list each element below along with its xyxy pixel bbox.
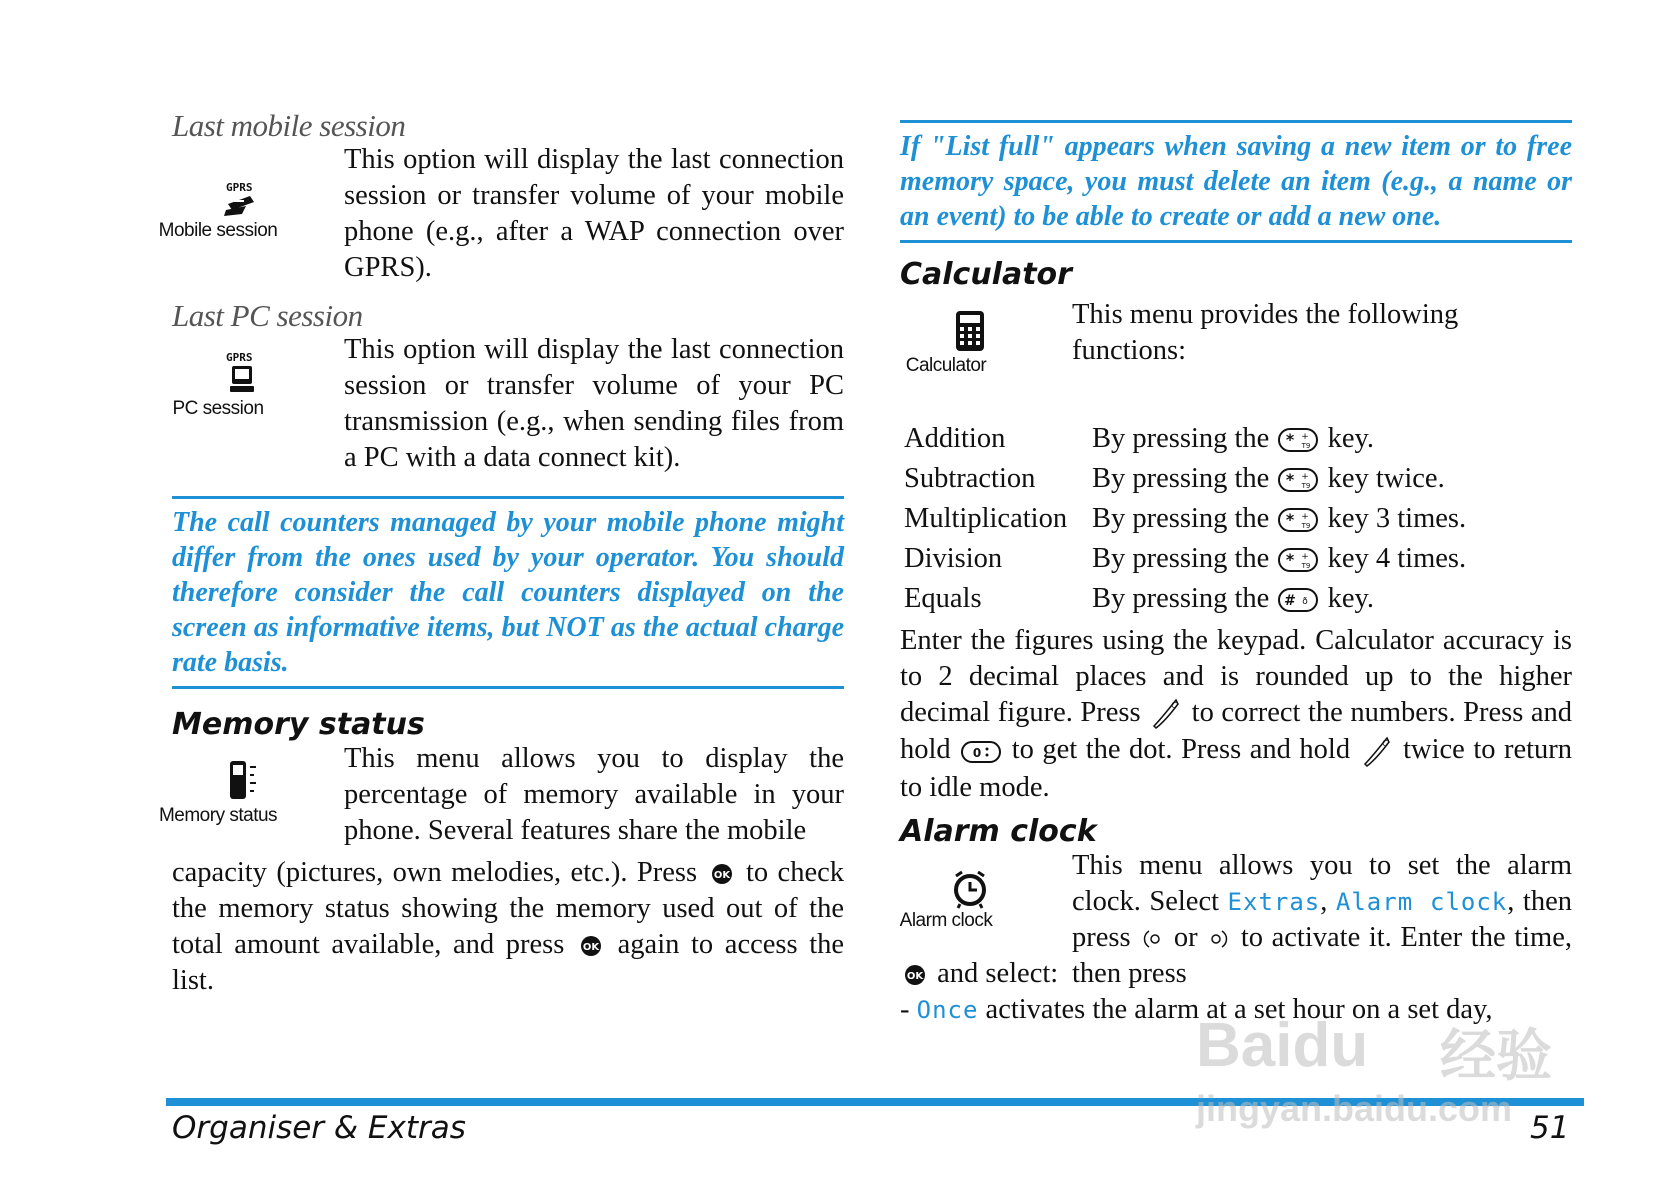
memory-status-text-top: This menu allows you to display the percentage of memory available in your phone. Several features share the mobile [344,743,844,846]
svg-text:OK: OK [582,942,600,954]
calculator-instructions: Enter the figures using the keypad. Calculator accuracy is to 2 decimal places and is rounded up to the higher decimal figure. Press C to correct the numbers. Press and hold 0 to get the dot. Press and hold C twice to return to idle mode. [900,625,1573,803]
ok-key-icon [900,963,930,987]
memory-status-heading: Memory status [172,707,425,742]
star-key-icon [1276,505,1320,535]
operation-instruction: By pressing the * + T9 key 3 times. [1092,502,1467,534]
calculator-icon [948,309,992,355]
alarm-clock-menu-link: Alarm clock [1335,887,1508,916]
svg-text:#: # [1284,593,1297,610]
svg-text:ð: ð [1302,597,1309,608]
last-pc-session-title: Last PC session [172,298,363,333]
calculator-row [904,579,1466,619]
operation-name: Subtraction [904,463,1036,494]
calculator-row [904,539,1466,579]
c-key-icon [1359,734,1395,770]
svg-text:C: C [1171,701,1177,711]
footer-section-title: Organiser & Extras [172,1110,466,1146]
svg-text:OK: OK [713,870,730,882]
pc-session-block [172,334,844,486]
svg-text:+: + [1301,512,1310,523]
mobile-session-caption: Mobile session [158,220,278,241]
operation-instruction: By pressing the # ð key. [1092,582,1375,614]
right-column [900,120,1572,1028]
gprs-phone-icon [220,180,264,220]
memory-status-caption: Memory status [158,805,278,826]
calculator-row [904,459,1466,499]
operation-instruction: By pressing the * + T9 key twice. [1092,462,1445,494]
memory-status-text: capacity (pictures, own melodies, etc.). Press OK to check the memory status showing the memory used out of the total amount available, and press OK again to access the list. [172,857,845,996]
svg-text:OK: OK [906,971,924,983]
star-key-icon [1276,425,1320,455]
svg-text:C: C [1381,738,1388,748]
svg-text:*: * [1286,510,1295,530]
alarm-clock-heading: Alarm clock [900,813,1097,849]
alarm-clock-caption: Alarm clock [899,909,993,931]
operation-name: Equals [904,583,982,614]
last-mobile-session-title: Last mobile session [172,108,406,143]
hash-key-icon [1276,585,1320,615]
svg-text:+: + [1301,472,1310,483]
svg-text:*: * [1286,470,1295,490]
operation-instruction: By pressing the * + T9 key. [1092,422,1375,454]
calculator-block [900,301,1572,419]
call-counters-note: The call counters managed by your mobile phone might differ from the ones used by your operator. You should therefore consider the call counters displayed on the screen as informative items, but NOT as the actual charge rate basis. [172,496,844,689]
list-full-note: If "List full" appears when saving a new item or to free memory space, you must delete an item (e.g., a name or an event) to be able to create or add a new one. [900,120,1572,243]
memory-status-figure [158,757,288,827]
calculator-heading: Calculator [900,257,1072,292]
calculator-caption: Calculator [905,355,987,376]
watermark-brand: Baidu [1196,1011,1369,1080]
zero-key-icon [959,739,1003,765]
calculator-figure [905,309,1016,377]
left-column [158,108,845,999]
once-option: Once [916,995,979,1024]
svg-text:+: + [1301,432,1310,443]
operation-name: Division [904,543,1003,574]
calculator-row [904,499,1466,539]
memory-status-block [158,743,844,855]
svg-text:T9: T9 [1302,482,1311,491]
gprs-pc-icon [220,350,264,398]
mobile-session-block [158,144,844,296]
page-number: 51 [1530,1110,1570,1146]
svg-text:T9: T9 [1302,562,1311,571]
svg-text:0: 0 [973,745,982,760]
svg-text:*: * [1286,550,1295,570]
mobile-session-text: This option will display the last connection session or transfer volume of your mobile phone (e.g., after a WAP connection over GPRS). [344,144,844,283]
alarm-clock-text-top: This menu allows you to set the alarm clock. Select Extras, Alarm clock, then press or to activate it. Enter the time, then press [1072,849,1572,989]
calculator-functions-table [904,419,1466,619]
calculator-row [904,419,1466,459]
memory-status-icon [220,757,264,805]
calculator-intro: This menu provides the following functions: [1072,299,1459,366]
mobile-session-figure [158,180,288,242]
extras-menu-link: Extras [1227,887,1321,916]
svg-text:+: + [1301,552,1310,563]
svg-text:*: * [1286,430,1295,450]
alarm-clock-icon [948,866,992,910]
svg-text:GPRS: GPRS [226,351,253,364]
svg-text:GPRS: GPRS [226,181,253,194]
nav-right-icon [1206,927,1232,951]
operation-instruction: By pressing the * + T9 key 4 times. [1092,542,1467,574]
svg-text:T9: T9 [1302,442,1311,451]
c-key-icon [1148,696,1184,732]
pc-session-caption: PC session [172,398,264,419]
pc-session-figure [172,350,288,420]
operation-name: Addition [904,423,1006,454]
ok-key-icon [707,862,737,886]
star-key-icon [1276,465,1320,495]
pc-session-text: This option will display the last connection session or transfer volume of your PC transmission (e.g., when sending files from a PC with a data connect kit). [344,334,844,473]
watermark-url: jingyan.baidu.com [1196,1088,1513,1129]
watermark-cn: 经验 [1440,1024,1552,1089]
ok-key-icon [576,934,606,958]
alarm-clock-text: OK and select: - Once activates the alarm at a set hour on a set day, [900,957,1493,1025]
alarm-clock-figure [899,866,1016,932]
star-key-icon [1276,545,1320,575]
operation-name: Multiplication [904,503,1068,534]
svg-text:T9: T9 [1302,522,1311,531]
nav-left-icon [1139,927,1165,951]
